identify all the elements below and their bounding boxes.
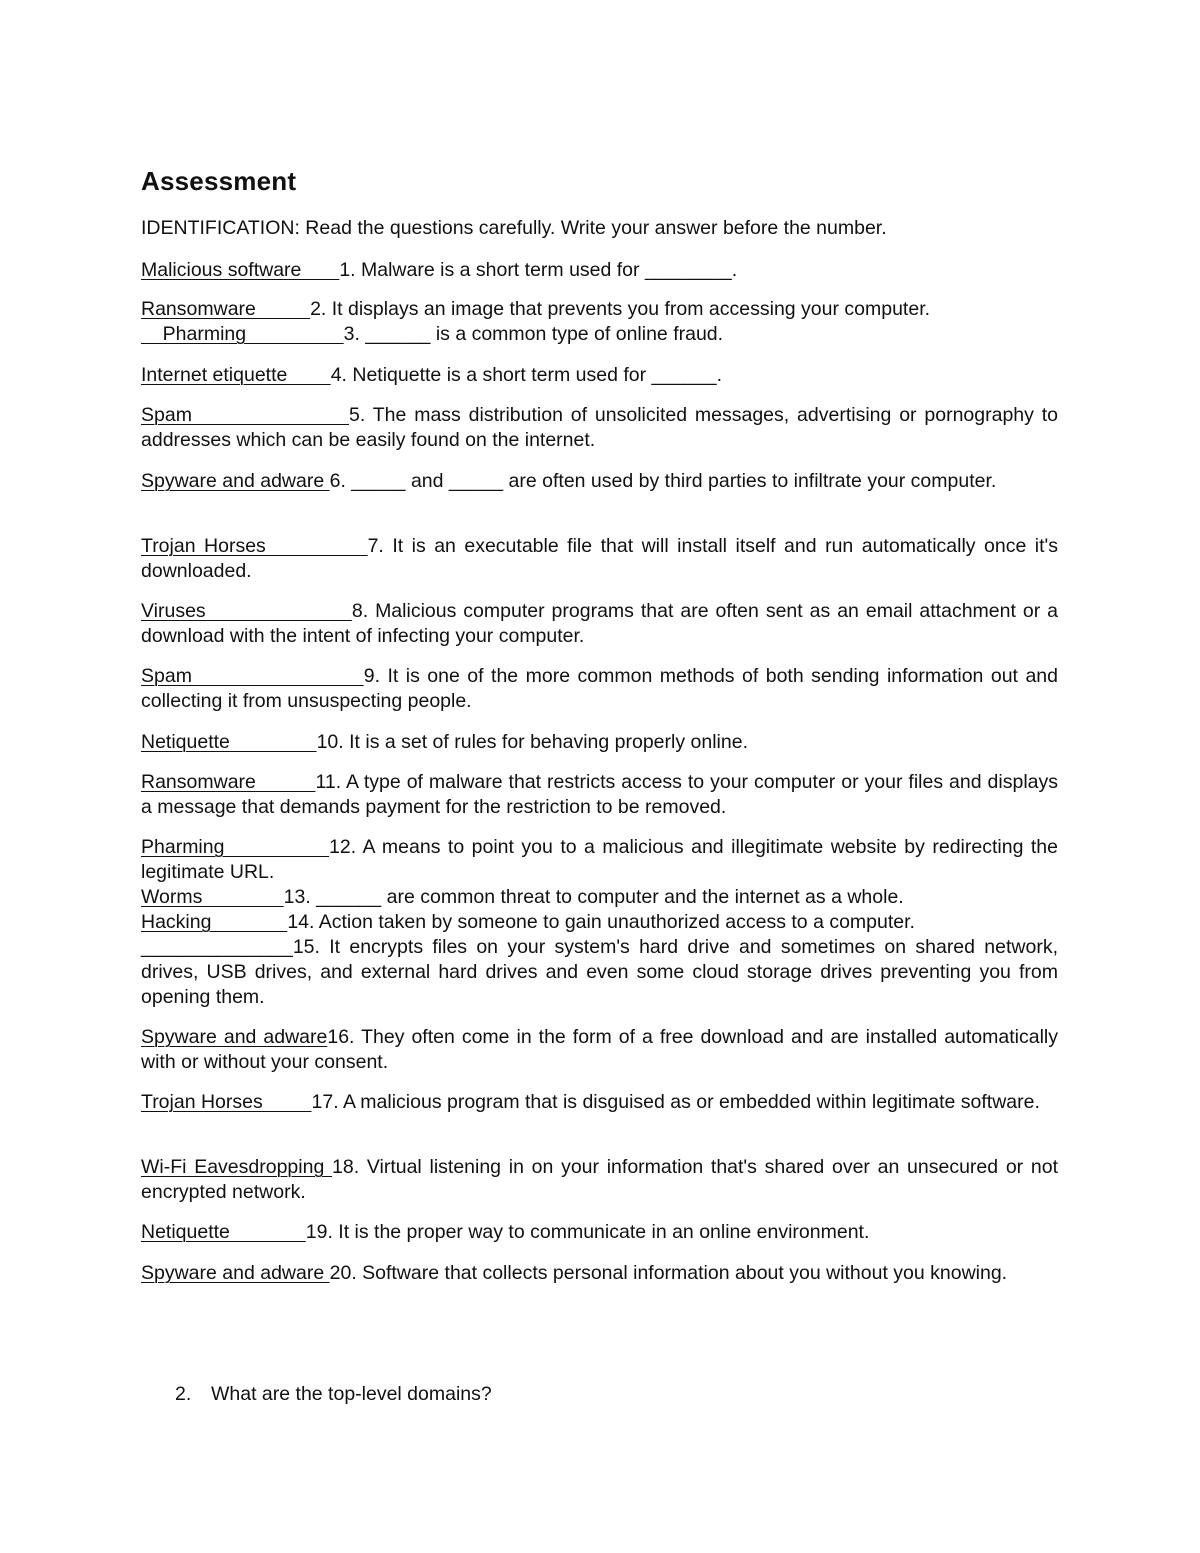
list-item [141,403,1058,453]
instructions: IDENTIFICATION: Read the questions carefully. Write your answer before the number. [141,217,887,239]
answer: Ransomware [141,298,311,320]
answer: Trojan Horses [141,1091,312,1113]
list-item [141,599,1058,649]
question-text: 16. They often come in the form of a free download and are installed automatically with or without your consent. [141,1026,1058,1073]
list-item [141,1090,1058,1115]
question-2-number: 2. [175,1383,192,1405]
question-text: 3. ______ is a common type of online fraud. [343,323,724,345]
list-item [141,935,1058,1010]
answer: Spyware and adware [141,1262,330,1284]
list-item [141,1261,1058,1286]
answer: Ransomware [141,771,316,793]
list-item [141,910,1058,935]
list-item [141,534,1058,584]
list-item [141,322,1058,347]
question-text: 8. Malicious computer programs that are often sent as an email attachment or a download with the intent of infecting your computer. [141,600,1058,647]
question-text: 14. Action taken by someone to gain unauthorized access to a computer. [287,911,915,933]
question-text: 5. The mass distribution of unsolicited messages, advertising or pornography to addresses which can be easily found on the internet. [141,404,1058,451]
list-item [141,664,1058,714]
question-text: 13. ______ are common threat to computer and the internet as a whole. [283,886,904,908]
answer: Spyware and adware [141,1026,328,1048]
question-text: 17. A malicious program that is disguised as or embedded within legitimate software. [311,1091,1040,1113]
answer: Spam [141,665,364,687]
list-item [141,770,1058,820]
question-text: 18. Virtual listening in on your information that's shared over an unsecured or not encrypted network. [141,1156,1058,1203]
answer: Wi-Fi Eavesdropping [141,1156,333,1178]
page-title: Assessment [141,166,297,196]
question-text: 19. It is the proper way to communicate in an online environment. [305,1221,870,1243]
answer: Malicious software [141,259,340,281]
list-item [141,885,1058,910]
question-text: 2. It displays an image that prevents you from accessing your computer. [310,298,931,320]
question-text: 7. It is an executable file that will install itself and run automatically once it's downloaded. [141,535,1059,582]
list-item [141,835,1058,885]
question-text: 10. It is a set of rules for behaving properly online. [316,731,748,753]
question-text: 20. Software that collects personal information about you without you knowing. [329,1262,1008,1284]
answer: Netiquette [141,1221,306,1243]
list-item [141,297,1058,322]
list-item [141,258,1058,283]
question-text: ______________15. It encrypts files on your system's hard drive and sometimes on shared network, drives, USB drives, and external hard drives and even some cloud storage drives preventing you from opening them. [141,936,1058,1008]
list-item [141,1155,1058,1205]
answer: Internet etiquette [141,364,331,386]
question-text: 1. Malware is a short term used for ________. [339,259,738,281]
question-text: 6. _____ and _____ are often used by third parties to infiltrate your computer. [329,470,997,492]
answer: Trojan Horses [141,535,368,557]
list-item [141,730,1058,755]
list-item [141,363,1058,388]
answer: Hacking [141,911,288,933]
question-text: 11. A type of malware that restricts access to your computer or your files and displays a message that demands payment for the restriction to be removed. [141,771,1059,818]
answer: Spyware and adware [141,470,330,492]
list-item [141,469,1058,494]
list-item [141,1220,1058,1245]
answer: Viruses [141,600,352,622]
answer: Spam [141,404,349,426]
answer: Worms [141,886,284,908]
question-2-text: What are the top-level domains? [211,1383,492,1405]
question-text: 9. It is one of the more common methods of both sending information out and collecting it from unsuspecting people. [141,665,1058,712]
question-2 [175,1383,492,1406]
answer: Pharming [141,323,344,345]
question-text: 4. Netiquette is a short term used for ______. [330,364,723,386]
answer: Pharming [141,836,330,858]
answer: Netiquette [141,731,317,753]
question-text: 12. A means to point you to a malicious and illegitimate website by redirecting the legitimate URL. [141,836,1058,883]
list-item [141,1025,1058,1075]
